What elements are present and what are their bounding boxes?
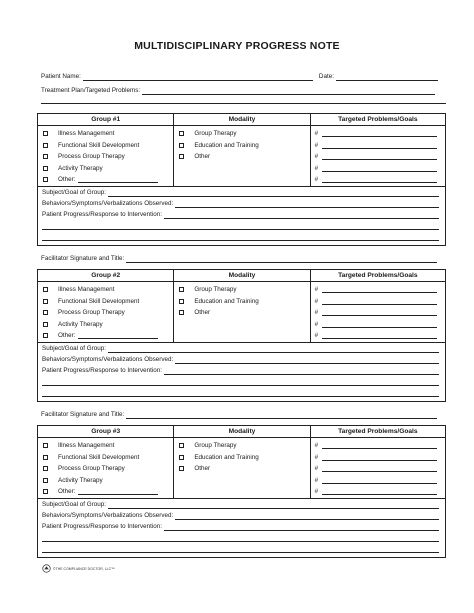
targeted-problem-field[interactable]: [322, 321, 437, 328]
modality-option: [174, 151, 309, 163]
hash-mark: #: [314, 442, 319, 450]
progress-field[interactable]: [164, 523, 439, 531]
targeted-problem-field[interactable]: [322, 309, 437, 316]
targeted-problem-field[interactable]: [322, 130, 437, 137]
compliance-doctor-logo-icon: [42, 564, 51, 573]
progress-continuation-field[interactable]: [42, 389, 439, 397]
group-option-label: Illness Management: [58, 130, 115, 138]
checkbox[interactable]: [43, 443, 48, 448]
hash-mark: #: [314, 453, 319, 461]
modality-column: [174, 426, 310, 498]
modality-option-label: Other: [194, 153, 211, 161]
hash-mark: #: [314, 130, 319, 138]
modality-option-label: Education and Training: [194, 453, 259, 461]
group-option-label: Functional Skill Development: [58, 453, 140, 461]
page-title: MULTIDISCIPLINARY PROGRESS NOTE: [134, 40, 340, 52]
subject-field[interactable]: [108, 501, 439, 509]
hash-mark: #: [314, 176, 319, 184]
targeted-problem-row: [311, 330, 445, 342]
targeted-problem-row: [311, 440, 445, 452]
group-option-label: Process Group Therapy: [58, 465, 125, 473]
progress-continuation-row: [42, 377, 439, 386]
behaviors-field[interactable]: [175, 356, 439, 364]
footer: [42, 564, 115, 573]
targeted-problem-row: [311, 163, 445, 175]
group-option: [38, 486, 173, 498]
date-field[interactable]: [336, 73, 438, 81]
checkbox[interactable]: [43, 299, 48, 304]
checkbox[interactable]: [43, 310, 48, 315]
group-grid: [38, 270, 445, 343]
checkbox[interactable]: [43, 166, 48, 171]
group-grid: [38, 114, 445, 187]
progress-continuation-field[interactable]: [42, 378, 439, 386]
progress-row: [42, 210, 439, 219]
hash-mark: #: [314, 141, 319, 149]
subject-label: Subject/Goal of Group:: [42, 345, 107, 352]
targeted-problem-row: [311, 140, 445, 152]
treatment-plan-label: Treatment Plan/Targeted Problems:: [41, 87, 141, 94]
group-option-label: Illness Management: [58, 442, 115, 450]
behaviors-row: [42, 199, 439, 208]
modality-option: [174, 463, 309, 475]
progress-continuation-row: [42, 533, 439, 542]
targeted-problems-header: Targeted Problems/Goals: [311, 270, 445, 282]
progress-row: [42, 366, 439, 375]
notes-area: [38, 343, 445, 401]
group-option-label: Process Group Therapy: [58, 309, 125, 317]
subject-field[interactable]: [108, 345, 439, 353]
targeted-problem-field[interactable]: [322, 142, 437, 149]
checkbox[interactable]: [179, 287, 184, 292]
targeted-problems-column: [311, 114, 445, 186]
targeted-problem-row: [311, 475, 445, 487]
checkbox[interactable]: [43, 177, 48, 182]
progress-continuation-row: [42, 232, 439, 241]
modality-option-label: Other: [194, 465, 211, 473]
group-2-section: [37, 269, 446, 402]
progress-label: Patient Progress/Response to Intervention:: [42, 367, 163, 374]
group-column: [38, 114, 174, 186]
targeted-problem-field[interactable]: [322, 286, 437, 293]
modality-header: Modality: [174, 426, 309, 438]
checkbox[interactable]: [179, 299, 184, 304]
hash-mark: #: [314, 320, 319, 328]
targeted-problem-field[interactable]: [322, 165, 437, 172]
checkbox[interactable]: [43, 333, 48, 338]
targeted-problem-field[interactable]: [322, 442, 437, 449]
treatment-plan-field[interactable]: [142, 87, 435, 95]
group-option: [38, 151, 173, 163]
hash-mark: #: [314, 332, 319, 340]
progress-label: Patient Progress/Response to Intervention:: [42, 211, 163, 218]
progress-continuation-field[interactable]: [42, 233, 439, 241]
notes-area: [38, 187, 445, 245]
group-option-label: Illness Management: [58, 286, 115, 294]
targeted-problem-field[interactable]: [322, 488, 437, 495]
progress-continuation-row: [42, 544, 439, 553]
subject-field[interactable]: [108, 189, 439, 197]
hash-mark: #: [314, 164, 319, 172]
group-option-label: Functional Skill Development: [58, 297, 140, 305]
group-column: [38, 426, 174, 498]
modality-option-label: Group Therapy: [194, 286, 237, 294]
group-option: [38, 174, 173, 186]
checkbox[interactable]: [43, 489, 48, 494]
modality-option-label: Education and Training: [194, 297, 259, 305]
modality-option: [174, 296, 309, 308]
progress-field[interactable]: [164, 367, 439, 375]
targeted-problem-row: [311, 463, 445, 475]
targeted-problems-column: [311, 270, 445, 342]
modality-option: [174, 284, 309, 296]
targeted-problems-header: Targeted Problems/Goals: [311, 114, 445, 126]
modality-option-label: Other: [194, 309, 211, 317]
hash-mark: #: [314, 297, 319, 305]
targeted-problem-field[interactable]: [322, 298, 437, 305]
group-option-label: Functional Skill Development: [58, 141, 140, 149]
targeted-problem-row: [311, 452, 445, 464]
targeted-problem-field[interactable]: [322, 176, 437, 183]
group-option: [38, 307, 173, 319]
group-option-label: Activity Therapy: [58, 164, 103, 172]
progress-continuation-field[interactable]: [42, 222, 439, 230]
modality-column: [174, 114, 310, 186]
targeted-problem-field[interactable]: [322, 477, 437, 484]
behaviors-field[interactable]: [175, 512, 439, 520]
subject-row: [42, 188, 439, 197]
facilitator-row-2: [41, 410, 437, 419]
group-1-section: [37, 113, 446, 246]
behaviors-field[interactable]: [175, 200, 439, 208]
checkbox[interactable]: [179, 455, 184, 460]
progress-continuation-row: [42, 221, 439, 230]
patient-name-row: [41, 72, 438, 81]
targeted-problem-row: [311, 296, 445, 308]
checkbox[interactable]: [43, 466, 48, 471]
targeted-problems-column: [311, 426, 445, 498]
checkbox[interactable]: [43, 478, 48, 483]
treatment-plan-row: [41, 86, 435, 95]
checkbox[interactable]: [43, 455, 48, 460]
group-option-label: Other:: [58, 176, 76, 184]
other-text-field[interactable]: [78, 176, 158, 183]
targeted-problem-row: [311, 284, 445, 296]
group-option: [38, 463, 173, 475]
group-header: Group #2: [38, 270, 173, 282]
progress-continuation-field[interactable]: [42, 534, 439, 542]
group-option: [38, 440, 173, 452]
facilitator-signature-field[interactable]: [126, 411, 437, 419]
checkbox[interactable]: [179, 143, 184, 148]
hash-mark: #: [314, 153, 319, 161]
modality-option-label: Group Therapy: [194, 130, 237, 138]
checkbox[interactable]: [179, 443, 184, 448]
checkbox[interactable]: [179, 131, 184, 136]
modality-column: [174, 270, 310, 342]
hash-mark: #: [314, 488, 319, 496]
facilitator-signature-field[interactable]: [126, 255, 437, 263]
patient-name-label: Patient Name:: [41, 73, 81, 80]
group-column: [38, 270, 174, 342]
checkbox[interactable]: [43, 154, 48, 159]
checkbox[interactable]: [43, 322, 48, 327]
notes-area: [38, 499, 445, 557]
checkbox[interactable]: [179, 310, 184, 315]
checkbox[interactable]: [43, 287, 48, 292]
group-header: Group #3: [38, 426, 173, 438]
targeted-problem-row: [311, 307, 445, 319]
facilitator-label: Facilitator Signature and Title:: [41, 411, 125, 418]
group-header: Group #1: [38, 114, 173, 126]
modality-option: [174, 140, 309, 152]
subject-label: Subject/Goal of Group:: [42, 501, 107, 508]
other-text-field[interactable]: [78, 488, 158, 495]
subject-row: [42, 500, 439, 509]
group-option: [38, 475, 173, 487]
modality-option: [174, 307, 309, 319]
progress-row: [42, 522, 439, 531]
group-option-label: Activity Therapy: [58, 476, 103, 484]
group-option-label: Other:: [58, 488, 76, 496]
group-option: [38, 319, 173, 331]
modality-header: Modality: [174, 270, 309, 282]
group-option: [38, 284, 173, 296]
targeted-problem-row: [311, 174, 445, 186]
other-text-field[interactable]: [78, 332, 158, 339]
group-option: [38, 163, 173, 175]
checkbox[interactable]: [43, 143, 48, 148]
hash-mark: #: [314, 476, 319, 484]
modality-option: [174, 440, 309, 452]
targeted-problem-row: [311, 319, 445, 331]
targeted-problem-row: [311, 128, 445, 140]
facilitator-row-1: [41, 254, 437, 263]
modality-option: [174, 452, 309, 464]
targeted-problem-field[interactable]: [322, 153, 437, 160]
group-option: [38, 296, 173, 308]
targeted-problem-row: [311, 151, 445, 163]
behaviors-row: [42, 511, 439, 520]
hash-mark: #: [314, 286, 319, 294]
behaviors-label: Behaviors/Symptoms/Verbalizations Observed:: [42, 200, 174, 207]
group-option-label: Activity Therapy: [58, 320, 103, 328]
targeted-problem-row: [311, 486, 445, 498]
progress-continuation-row: [42, 388, 439, 397]
behaviors-row: [42, 355, 439, 364]
group-option: [38, 128, 173, 140]
modality-option-label: Education and Training: [194, 141, 259, 149]
targeted-problem-field[interactable]: [322, 454, 437, 461]
copyright-text: ©THE COMPLIANCE DOCTOR, LLC™: [53, 566, 115, 571]
hash-mark: #: [314, 465, 319, 473]
patient-name-field[interactable]: [83, 73, 313, 81]
checkbox[interactable]: [179, 466, 184, 471]
progress-field[interactable]: [164, 211, 439, 219]
checkbox[interactable]: [179, 154, 184, 159]
progress-continuation-field[interactable]: [42, 545, 439, 553]
date-label: Date:: [318, 73, 334, 80]
modality-option: [174, 128, 309, 140]
group-grid: [38, 426, 445, 499]
group-3-section: [37, 425, 446, 558]
hash-mark: #: [314, 309, 319, 317]
progress-label: Patient Progress/Response to Intervention:: [42, 523, 163, 530]
group-option: [38, 452, 173, 464]
targeted-problem-field[interactable]: [322, 465, 437, 472]
subject-label: Subject/Goal of Group:: [42, 189, 107, 196]
group-option-label: Process Group Therapy: [58, 153, 125, 161]
checkbox[interactable]: [43, 131, 48, 136]
group-option-label: Other:: [58, 332, 76, 340]
facilitator-label: Facilitator Signature and Title:: [41, 255, 125, 262]
targeted-problems-header: Targeted Problems/Goals: [311, 426, 445, 438]
treatment-plan-continuation-line[interactable]: [41, 103, 446, 104]
group-option: [38, 330, 173, 342]
subject-row: [42, 344, 439, 353]
modality-header: Modality: [174, 114, 309, 126]
behaviors-label: Behaviors/Symptoms/Verbalizations Observed:: [42, 356, 174, 363]
modality-option-label: Group Therapy: [194, 442, 237, 450]
behaviors-label: Behaviors/Symptoms/Verbalizations Observed:: [42, 512, 174, 519]
group-option: [38, 140, 173, 152]
targeted-problem-field[interactable]: [322, 332, 437, 339]
